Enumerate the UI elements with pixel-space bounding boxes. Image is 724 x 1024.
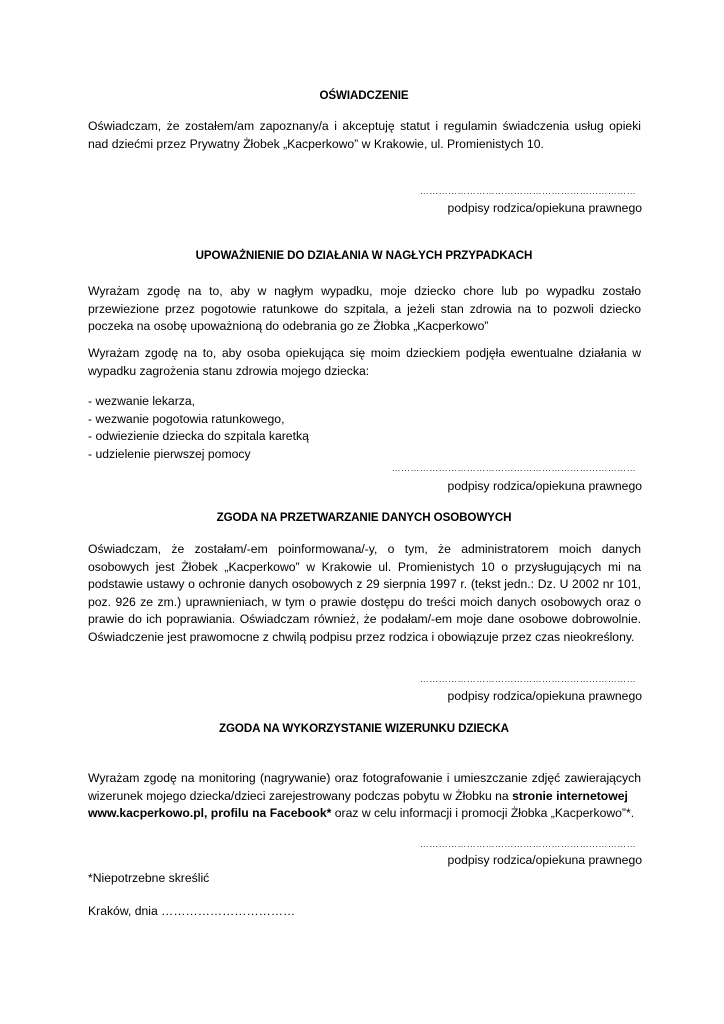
- section-title-upowaznienie: UPOWAŻNIENIE DO DZIAŁANIA W NAGŁYCH PRZYPADKACH: [195, 249, 533, 262]
- section-title-oswiadczenie: OŚWIADCZENIE: [319, 89, 409, 102]
- signature-dots: ……………………………………………………………: [419, 839, 636, 849]
- list-item: - wezwanie lekarza,: [88, 394, 196, 408]
- list-item: - udzielenie pierwszej pomocy: [88, 446, 251, 461]
- signature-label: podpisy rodzica/opiekuna prawnego: [447, 689, 642, 703]
- signature-dots: ……………………………………………………………: [419, 674, 636, 684]
- paragraph-line: Oświadczam, że zostałem/am zapoznany/a i akceptuję statut i regulamin świadczenia usług opieki: [88, 119, 641, 133]
- oswiadczenie-paragraph: [88, 118, 641, 153]
- upowaznienie-paragraph-1: [88, 283, 641, 336]
- paragraph-text: oraz w celu informacji i promocji Żłobka „Kacperkowo”*.: [331, 806, 635, 820]
- list-item: - odwiezienie dziecka do szpitala karetką: [88, 429, 309, 443]
- paragraph-line: [88, 805, 641, 823]
- actions-list: [88, 393, 309, 463]
- paragraph-line: Oświadczenie jest prawomocne z chwilą podpisu przez rodzica i obowiązuje przez czas nieokreślony.: [88, 629, 635, 644]
- paragraph-line: Wyrażam zgodę na to, aby w nagłym wypadku, moje dziecko chore lub po wypadku zostało: [88, 284, 641, 298]
- paragraph-line: osobowych jest Żłobek „Kacperkowo” w Krakowie ul. Promienistych 10 o przysługujących mi na: [88, 559, 641, 574]
- upowaznienie-paragraph-2: [88, 345, 641, 380]
- paragraph-line: nad dziećmi przez Prywatny Żłobek „Kacperkowo” w Krakowie, ul. Promienistych 10.: [88, 136, 544, 151]
- paragraph-line: Wyrażam zgodę na monitoring (nagrywanie) oraz fotografowanie i umieszczanie zdjęć zawierających: [88, 771, 641, 785]
- paragraph-text: wizerunek mojego dziecka/dzieci zarejestrowany podczas pobytu w Żłobku na: [88, 788, 513, 803]
- paragraph-line: podstawie ustawy o ochronie danych osobowych z 29 sierpnia 1997 r. (tekst jedn.: Dz. U 2002 nr 101,: [88, 577, 641, 591]
- paragraph-line: poczeka na osobę upoważnioną do odebrania go ze Żłobka „Kacperkowo”: [88, 319, 489, 333]
- paragraph-line: poz. 926 ze zm.) uprawnieniach, w tym o prawie dostępu do treści moich danych osobowych oraz o: [88, 594, 641, 609]
- signature-label: podpisy rodzica/opiekuna prawnego: [447, 479, 642, 493]
- section-title-zgoda-dane: ZGODA NA PRZETWARZANIE DANYCH OSOBOWYCH: [216, 511, 512, 524]
- paragraph-line: [88, 788, 641, 806]
- signature-label: podpisy rodzica/opiekuna prawnego: [447, 201, 642, 215]
- signature-label: podpisy rodzica/opiekuna prawnego: [447, 853, 642, 867]
- paragraph-line: wypadku zagrożenia stanu zdrowia mojego dziecka:: [88, 363, 370, 378]
- paragraph-line: prawie do ich poprawiania. Oświadczam również, że podałam/-em moje dane osobowe dobrowolnie.: [88, 612, 641, 626]
- signature-dots: ……………………………………………………………………: [391, 463, 636, 473]
- bold-text: www.kacperkowo.pl, profilu na Facebook*: [88, 806, 332, 820]
- zgoda-dane-paragraph: [88, 541, 641, 646]
- paragraph-line: przewiezione przez pogotowie ratunkowe do szpitala, a jeżeli stan zdrowia na to pozwoli dziecko: [88, 301, 641, 316]
- zgoda-wizerunek-paragraph: [88, 770, 641, 823]
- footnote: *Niepotrzebne skreślić: [88, 871, 210, 885]
- bold-text: stronie internetowej: [512, 788, 628, 803]
- paragraph-line: Wyrażam zgodę na to, aby osoba opiekująca się moim dzieckiem podjęła ewentualne działania w: [88, 346, 641, 360]
- paragraph-line: Oświadczam, że zostałam/-em poinformowana/-y, o tym, że administratorem moich danych: [88, 542, 641, 556]
- place-date: Kraków, dnia ……………………………: [88, 904, 296, 918]
- signature-dots: ……………………………………………………………: [419, 186, 636, 196]
- section-title-zgoda-wizerunek: ZGODA NA WYKORZYSTANIE WIZERUNKU DZIECKA: [219, 722, 509, 735]
- list-item: - wezwanie pogotowia ratunkowego,: [88, 411, 285, 426]
